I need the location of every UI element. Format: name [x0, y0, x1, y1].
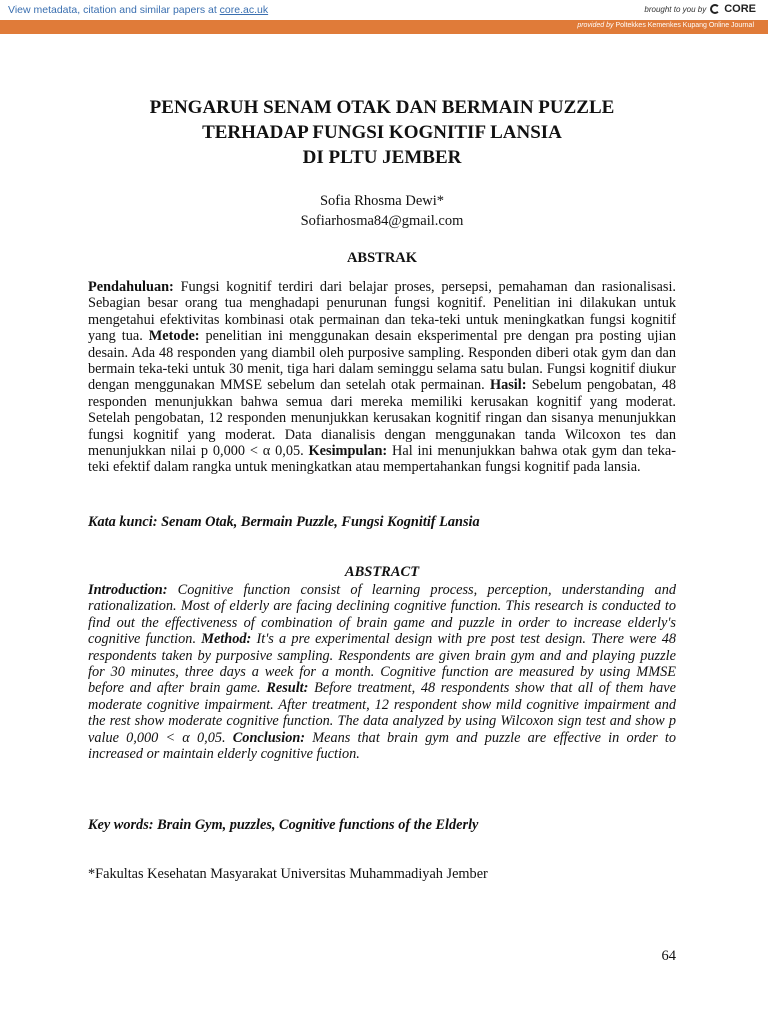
abstrak-heading: ABSTRAK — [346, 250, 418, 266]
core-logo-text: CORE — [724, 3, 756, 15]
introduction-text: Cognitive function consist of learning process, perception, understanding and rationalization. Most of elderly are facing declining cognitive function. This research is conducted to find out the effectiveness of combination of brain game and puzzle in order to increase elderly's cognitive function. — [88, 582, 676, 648]
core-notice-text: View metadata, citation and similar papers at — [8, 4, 217, 16]
metode-label: Metode: — [148, 328, 200, 345]
provided-prefix: provided by — [577, 22, 614, 29]
core-metadata-notice — [8, 4, 268, 16]
core-link[interactable]: core.ac.uk — [219, 4, 269, 16]
pendahuluan-text: Fungsi kognitif terdiri dari belajar proses, persepsi, pemahaman dan rasionalisasi. Sebagian besar orang tua menghadapi penurunan fungsi kognitif. Penelitian ini dilakukan untuk mengetahui efektivitas kombinasi otak permainan dan teka-teki untuk meningkatkan fungsi kognitif yang tua. — [88, 279, 676, 345]
abstract-heading: ABSTRACT — [344, 564, 420, 580]
title-line-3: DI PLTU JEMBER — [302, 147, 462, 168]
metode-text: penelitian ini menggunakan desain eksperimental pre dengan pra posting ujian desain. Ada 48 responden yang diambil oleh purposive sampling. Responden diberi otak gym dan dan bermain teka-teki untuk 30 menit, tiga hari dalam seminggu selama satu bulan. Fungsi kognitif diukur dengan menggunakan MMSE sebelum dan setelah otak permainan. — [88, 328, 676, 394]
conclusion-text: Means that brain gym and puzzle are effective in order to increased or maintain elderly cognitive fuction. — [88, 729, 676, 763]
key-words: Key words: Brain Gym, puzzles, Cognitive functions of the Elderly — [88, 817, 479, 833]
title-line-2: TERHADAP FUNGSI KOGNITIF LANSIA — [202, 122, 562, 143]
pendahuluan-label: Pendahuluan: — [88, 279, 174, 295]
kata-kunci: Kata kunci: Senam Otak, Bermain Puzzle, Fungsi Kognitif Lansia — [88, 514, 480, 530]
result-label: Result: — [266, 680, 309, 697]
author-name: Sofia Rhosma Dewi* — [319, 193, 445, 209]
kesimpulan-text: Hal ini menunjukkan bahwa otak gym dan teka-teki efektif dalam rangka untuk meningkatkan atau mempertahankan fungsi kognitif pada lansia. — [88, 443, 676, 476]
author-email: Sofiarhosma84@gmail.com — [300, 213, 464, 229]
abstract-paragraph — [88, 582, 676, 762]
author-block — [88, 191, 676, 231]
core-logo-icon — [710, 4, 720, 14]
hasil-text: Sebelum pengobatan, 48 responden menunjukkan bahwa semua dari mereka memiliki kerusakan kognitif yang moderat. Setelah pengobatan, 12 responden menunjukkan kerusakan kognitif ringan dan sisanya menunjukkan fungsi kognitif yang moderat. Data dianalisis dengan menggunakan tanda Wilcoxon tes dan menunjukkan nilai p 0,000 < α 0,05. — [88, 377, 676, 460]
core-banner — [0, 0, 768, 21]
abstrak-paragraph — [88, 279, 676, 476]
core-brand[interactable] — [644, 3, 756, 15]
brought-by-text: brought to you by — [644, 4, 707, 14]
conclusion-label: Conclusion: — [232, 729, 306, 746]
provider-name: Poltekkes Kemenkes Kupang Online Journal — [615, 22, 754, 29]
hasil-label: Hasil: — [489, 377, 527, 394]
method-label: Method: — [201, 631, 252, 648]
title-line-1: PENGARUH SENAM OTAK DAN BERMAIN PUZZLE — [149, 97, 615, 118]
method-text: It's a pre experimental design with pre post test design. There were 48 respondents taken by purposive sampling. Respondents are given brain gym and and playing puzzle for 30 minutes, three days a week for a month. Cognitive function are measured by using MMSE before and after brain game. — [88, 631, 676, 697]
affiliation-footnote: *Fakultas Kesehatan Masyarakat Universitas Muhammadiyah Jember — [88, 866, 488, 882]
introduction-label: Introduction: — [88, 582, 168, 598]
provided-by-bar — [0, 20, 768, 34]
kesimpulan-label: Kesimpulan: — [308, 443, 388, 460]
paper-title — [88, 95, 676, 170]
provided-by-text[interactable] — [577, 22, 754, 29]
result-text: Before treatment, 48 respondents show that all of them have moderate cognitive impairment. After treatment, 12 respondent show mild cognitive impairment and the rest show moderate cognitive function. The data analyzed by using Wilcoxon sign test and show p value 0,000 < α 0,05. — [88, 680, 676, 746]
page-number: 64 — [661, 948, 676, 964]
